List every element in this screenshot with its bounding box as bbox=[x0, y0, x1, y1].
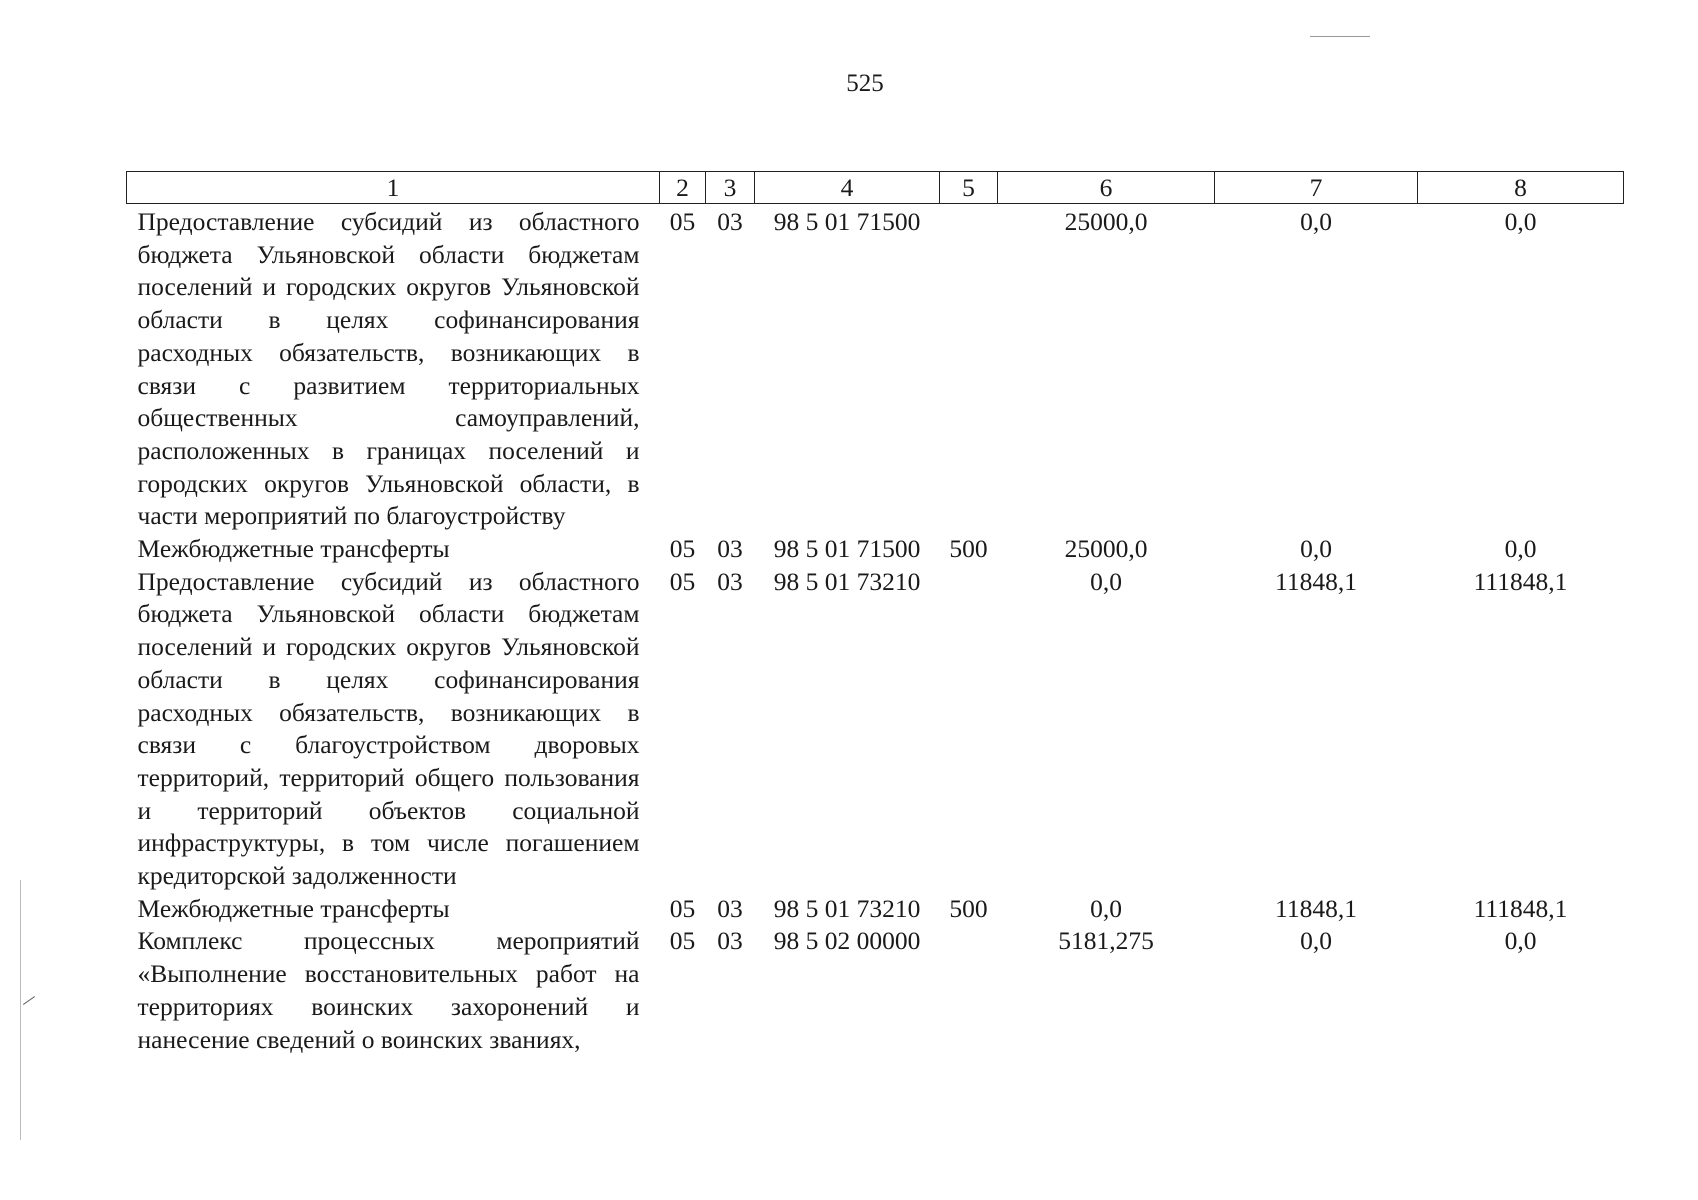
row-target-code: 98 5 01 71500 bbox=[773, 207, 921, 236]
row-expense-type: 500 bbox=[949, 893, 988, 923]
row-section: 05 bbox=[669, 566, 696, 596]
row-subsection: 03 bbox=[717, 893, 743, 923]
row-target-code: 98 5 01 71500 bbox=[773, 534, 921, 564]
row-amount-col8: 111848,1 bbox=[1473, 566, 1568, 596]
header-col-8: 8 bbox=[1418, 172, 1624, 204]
row-amount-col8: 0,0 bbox=[1504, 207, 1537, 236]
row-description: Предоставление субсидий из областного бюджета Ульяновской области бюджетам поселений и городских округов Ульяновской области в целях софинансирования расходных обязательств, возникающих в связи с благоустройством дворовых территорий, территорий общего пользования и территорий объектов социальной инфраструктуры, в том числе погашением кредиторской задолженности bbox=[137, 566, 640, 891]
header-row bbox=[127, 172, 1624, 204]
row-subsection: 03 bbox=[717, 207, 743, 236]
row-amount-col7: 11848,1 bbox=[1275, 566, 1357, 596]
row-expense-type: 500 bbox=[949, 534, 988, 564]
row-description: Комплекс процессных мероприятий «Выполнение восстановительных работ на территориях воинских захоронений и нанесение сведений о воинских званиях, bbox=[137, 926, 640, 1054]
row-subsection: 03 bbox=[717, 926, 743, 956]
row-expense-type bbox=[940, 925, 998, 1056]
row-subsection: 03 bbox=[717, 534, 743, 564]
header-col-5: 5 bbox=[940, 172, 998, 204]
row-section: 05 bbox=[669, 534, 696, 564]
header-col-2: 2 bbox=[660, 172, 706, 204]
table-row bbox=[127, 204, 1624, 534]
header-col-6: 6 bbox=[998, 172, 1215, 204]
row-target-code: 98 5 01 73210 bbox=[773, 566, 921, 596]
row-description: Предоставление субсидий из областного бюджета Ульяновской области бюджетам поселений и городских округов Ульяновской области в целях софинансирования расходных обязательств, возникающих в связи с развитием территориальных общественных самоуправлений, расположенных в границах поселений и городских округов Ульяновской области, в части мероприятий по благоустройству bbox=[137, 207, 640, 531]
header-col-1: 1 bbox=[127, 172, 660, 204]
row-description: Межбюджетные трансферты bbox=[137, 893, 450, 923]
row-target-code: 98 5 02 00000 bbox=[773, 926, 921, 956]
table-row bbox=[127, 566, 1624, 893]
header-col-7: 7 bbox=[1215, 172, 1418, 204]
row-amount-col6: 25000,0 bbox=[1064, 534, 1148, 564]
header-col-4: 4 bbox=[755, 172, 940, 204]
row-amount-col7: 11848,1 bbox=[1275, 893, 1357, 923]
row-section: 05 bbox=[669, 926, 696, 956]
row-amount-col7: 0,0 bbox=[1300, 534, 1332, 564]
row-expense-type bbox=[940, 204, 998, 534]
row-section: 05 bbox=[669, 207, 696, 236]
scan-artifact bbox=[1310, 36, 1370, 37]
row-amount-col6: 25000,0 bbox=[1064, 207, 1148, 236]
header-col-3: 3 bbox=[706, 172, 755, 204]
table-row bbox=[127, 893, 1624, 926]
budget-table bbox=[126, 171, 1624, 1056]
table-row bbox=[127, 925, 1624, 1056]
row-amount-col6: 0,0 bbox=[1090, 893, 1122, 923]
scan-artifact bbox=[23, 996, 35, 1005]
row-amount-col7: 0,0 bbox=[1300, 926, 1332, 956]
page-number: 525 bbox=[846, 70, 884, 97]
row-amount-col6: 0,0 bbox=[1090, 566, 1122, 596]
row-section: 05 bbox=[669, 893, 696, 923]
row-description: Межбюджетные трансферты bbox=[137, 534, 450, 564]
row-amount-col8: 0,0 bbox=[1504, 534, 1537, 564]
row-amount-col6: 5181,275 bbox=[1058, 926, 1154, 956]
row-amount-col8: 0,0 bbox=[1504, 926, 1537, 956]
row-expense-type bbox=[940, 566, 998, 893]
row-subsection: 03 bbox=[717, 566, 743, 596]
row-amount-col8: 111848,1 bbox=[1473, 893, 1568, 923]
scan-artifact bbox=[20, 880, 21, 1140]
row-target-code: 98 5 01 73210 bbox=[773, 893, 921, 923]
row-amount-col7: 0,0 bbox=[1300, 207, 1332, 236]
table-row bbox=[127, 533, 1624, 566]
